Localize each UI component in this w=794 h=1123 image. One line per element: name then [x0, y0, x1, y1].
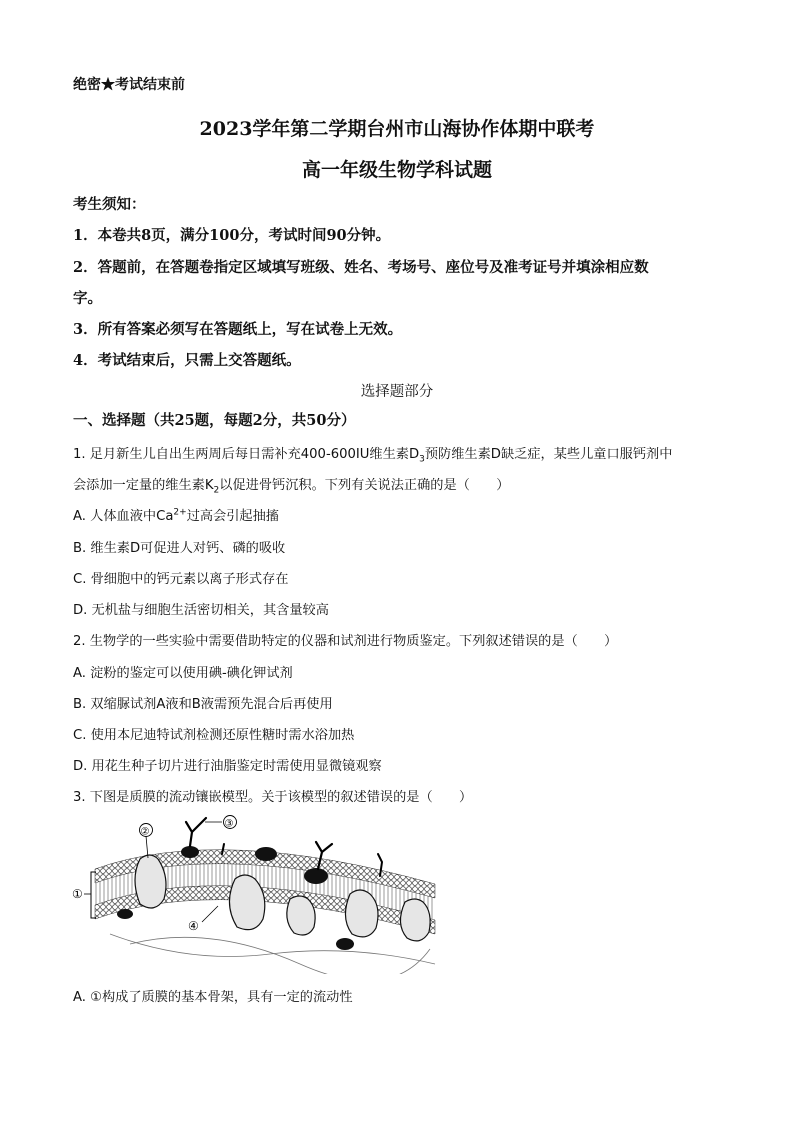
q2-option-a: A. 淀粉的鉴定可以使用碘-碘化钾试剂: [73, 666, 293, 681]
membrane-protein: [345, 890, 378, 937]
section-title: 选择题部分: [360, 384, 434, 400]
label-3: ③: [224, 818, 234, 830]
q2-option-c: C. 使用本尼迪特试剂检测还原性糖时需水浴加热: [73, 728, 355, 743]
peripheral-protein: [304, 868, 328, 884]
note-item: 字。: [73, 290, 102, 307]
q1-option-d: D. 无机盐与细胞生活密切相关，其含量较高: [73, 603, 329, 618]
peripheral-protein: [181, 846, 199, 858]
q2-option-d: D. 用花生种子切片进行油脂鉴定时需使用显微镜观察: [73, 759, 382, 774]
note-item: 3．所有答案必须写在答题纸上，写在试卷上无效。: [73, 321, 403, 338]
glycoprotein-chain: [186, 818, 206, 846]
part-title: 一、选择题（共25题，每题2分，共50分）: [73, 412, 356, 429]
q1-stem-line2: 会添加一定量的维生素$K_2$以促进骨钙沉积。下列有关说法正确的是（ ）: [73, 478, 510, 496]
q2-stem: 2. 生物学的一些实验中需要借助特定的仪器和试剂进行物质鉴定。下列叙述错误的是（ ）: [73, 634, 618, 649]
cytoskeleton-fiber: [130, 937, 430, 974]
peripheral-protein: [117, 909, 133, 919]
exam-subtitle: 高一年级生物学科试题: [301, 159, 492, 181]
secret-mark: 绝密★考试结束前: [73, 77, 185, 93]
q1-option-c: C. 骨细胞中的钙元素以离子形式存在: [73, 572, 289, 587]
notes-heading: 考生须知：: [73, 196, 146, 213]
label-4-leader: [202, 906, 218, 922]
peripheral-protein: [336, 938, 354, 950]
q3-stem: 3. 下图是质膜的流动镶嵌模型。关于该模型的叙述错误的是（ ）: [73, 790, 473, 805]
q1-option-a: A. 人体血液中$Ca^{2+}$过高会引起抽搐: [73, 507, 279, 524]
q1-option-b: B. 维生素D可促进人对钙、磷的吸收: [73, 541, 286, 556]
note-item: 1．本卷共8页，满分100分，考试时间90分钟。: [73, 227, 391, 244]
label-4: ④: [188, 919, 199, 933]
membrane-diagram: [70, 814, 440, 974]
q1-stem-line1: 1. 足月新生儿自出生两周后每日需补充400-600IU维生素$D_3$预防维生素D缺乏症，某些儿童口服钙剂中: [73, 447, 673, 465]
label-2: ②: [140, 826, 150, 838]
membrane-protein: [287, 896, 315, 935]
q3-option-a: A. ①构成了质膜的基本骨架，具有一定的流动性: [73, 990, 353, 1005]
note-item: 2．答题前，在答题卷指定区域填写班级、姓名、考场号、座位号及准考证号并填涂相应数: [73, 259, 649, 276]
peripheral-protein: [255, 847, 277, 861]
q2-option-b: B. 双缩脲试剂A液和B液需预先混合后再使用: [73, 697, 333, 712]
label-1: ①: [72, 887, 83, 901]
note-item: 4．考试结束后，只需上交答题纸。: [73, 352, 301, 369]
membrane-protein: [400, 899, 430, 941]
exam-title: 2023学年第二学期台州市山海协作体期中联考: [199, 118, 595, 140]
